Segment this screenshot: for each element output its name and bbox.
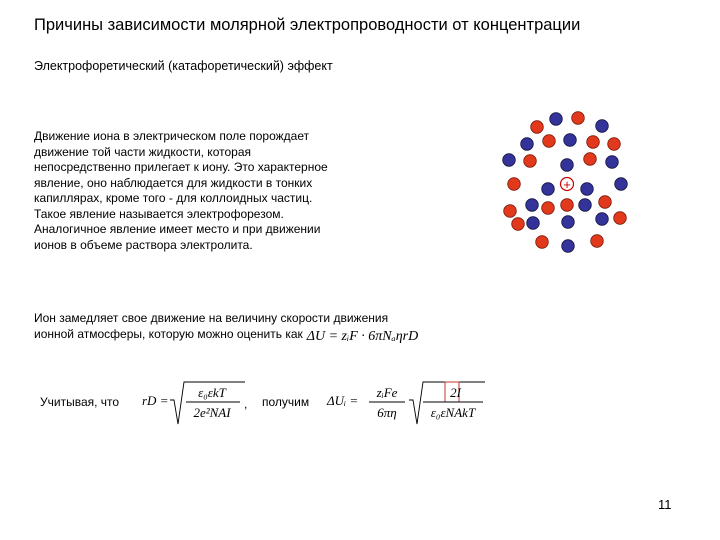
formula-result-num1: zᵢFe — [376, 385, 398, 400]
formula-result-den2: ε₀εNAkT — [430, 405, 476, 420]
cation-ion — [531, 121, 544, 134]
paragraph1-line: движение той части жидкости, которая — [34, 144, 251, 159]
cation-ion — [524, 155, 537, 168]
paragraph1-line: явление, оно наблюдается для жидкости в тонких — [34, 175, 313, 190]
cation-ion — [587, 136, 600, 149]
anion-ion — [561, 159, 574, 172]
cation-ion — [572, 112, 585, 125]
formula-delta-u: ΔU = zᵢF · 6πNₐηrD — [306, 329, 419, 344]
anion-ion — [503, 154, 516, 167]
cation-ion — [543, 135, 556, 148]
formula-rd-denominator: 2e²NAI — [193, 405, 231, 420]
cation-ion — [508, 178, 521, 191]
anion-ion — [596, 213, 609, 226]
paragraph2-line — [34, 326, 474, 345]
slide-title: Причины зависимости молярной электропроводности от концентрации — [34, 16, 581, 34]
anion-ion — [527, 217, 540, 230]
formula-result-lhs: ΔUᵢ = — [327, 393, 359, 408]
slide-subtitle: Электрофоретический (катафоретический) эффект — [34, 59, 333, 73]
anion-ion — [615, 178, 628, 191]
anion-ion — [564, 134, 577, 147]
paragraph1-line: непосредственно прилегает к иону. Это характерное — [34, 160, 328, 174]
paragraph1-line: Аналогичное явление имеет место и при движении — [34, 222, 321, 236]
formula-result-num2: 2I — [450, 385, 461, 400]
comma: , — [244, 397, 248, 411]
paragraph1-line: Такое явление называется электрофорезом. — [34, 206, 284, 221]
anion-ion — [606, 156, 619, 169]
central-ion — [561, 177, 574, 192]
anion-ion — [526, 199, 539, 212]
anion-ion — [596, 120, 609, 133]
anion-ion — [562, 240, 575, 253]
cation-ion — [512, 218, 525, 231]
label-we-get: получим — [262, 395, 310, 409]
paragraph2-line: Ион замедляет свое движение на величину скорости движения — [34, 311, 389, 325]
paragraph1-line: капиллярах, кроме того - для коллоидных частиц. — [34, 191, 313, 205]
formula-rd-lhs: rD = — [142, 393, 169, 408]
page-number: 11 — [658, 497, 672, 512]
anion-ion — [542, 183, 555, 196]
formula-rd — [140, 378, 250, 428]
central-ion-symbol: + — [563, 177, 571, 192]
anion-ion — [562, 216, 575, 229]
cation-ion — [542, 202, 555, 215]
anion-ion — [550, 113, 563, 126]
paragraph1-line: Движение иона в электрическом поле порождает — [34, 129, 310, 143]
paragraph1-line: ионов в объеме раствора электролита. — [34, 237, 253, 252]
paragraph2-line-text: ионной атмосферы, которую можно оценить как — [34, 327, 303, 341]
cation-ion — [591, 235, 604, 248]
cation-ion — [614, 212, 627, 225]
cation-ion — [536, 236, 549, 249]
formula-rd-numerator: ε₀εkT — [198, 385, 226, 400]
cation-ion — [608, 138, 621, 151]
formula-result — [325, 378, 495, 428]
cation-ion — [584, 153, 597, 166]
cation-ion — [599, 196, 612, 209]
anion-ion — [581, 183, 594, 196]
anion-ion — [521, 138, 534, 151]
cation-ion — [504, 205, 517, 218]
label-considering: Учитывая, что — [40, 395, 120, 409]
cation-ion — [561, 199, 574, 212]
formula-result-den1: 6πη — [377, 405, 397, 420]
paragraph-retardation — [34, 310, 474, 345]
anion-ion — [579, 199, 592, 212]
